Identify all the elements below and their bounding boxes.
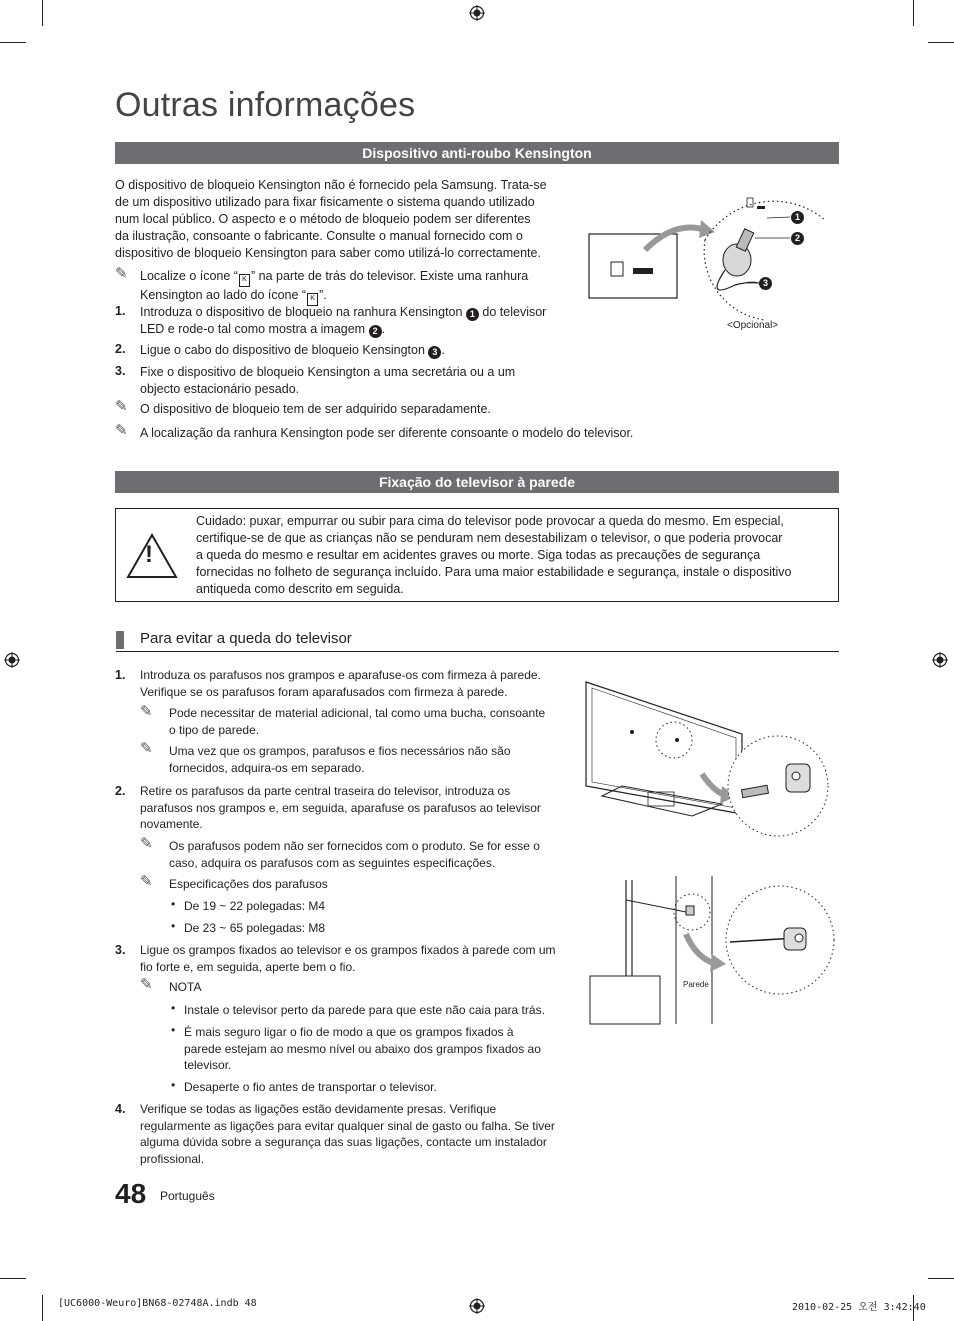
pencil-note-icon: ✎ [140, 703, 153, 720]
step-text: Introduza os parafusos nos grampos e aparafuse-os com firmeza à parede. [140, 668, 541, 682]
pencil-note-icon: ✎ [115, 422, 128, 439]
caution-line: fornecidas no folheto de segurança incluído. Para uma maior estabilidade e segurança, instale o dispositivo [196, 565, 792, 579]
step-text: regularmente as ligações para evitar qualquer sinal de gasto ou falha. Se tiver [140, 1118, 555, 1133]
number-circle-3: 3 [428, 346, 441, 359]
step-text: Verifique se todas as ligações estão devidamente presas. Verifique [140, 1102, 497, 1116]
crop-mark [928, 42, 954, 43]
wall-step-4 [140, 1101, 555, 1167]
step-text: Fixe o dispositivo de bloqueio Kensington a uma secretária ou a um [140, 365, 516, 379]
intro-line: dispositivo de bloqueio Kensington para saber como utilizá-lo correctamente. [115, 246, 541, 260]
step-number: 3. [115, 943, 126, 957]
kensington-lock-icon: K [307, 293, 318, 306]
step-number: 3. [115, 364, 126, 378]
step-text: Ligue os grampos fixados ao televisor e os grampos fixados à parede com um [140, 943, 556, 957]
note-text: fornecidos, adquira-os em separado. [169, 760, 365, 775]
caution-line: : puxar, empurrar ou subir para cima do televisor pode provocar a queda do mesmo. Em especial, [242, 514, 784, 528]
number-circle-3: 3 [759, 277, 772, 290]
section-header-kensington: Dispositivo anti-roubo Kensington [115, 142, 839, 164]
subsection-header [116, 630, 839, 652]
bullet: • [171, 897, 176, 911]
caution-line: a queda do mesmo e resultar em acidentes graves ou morte. Siga todas as precauções de segurança [196, 548, 761, 562]
pencil-note-icon: ✎ [115, 265, 128, 282]
step-number: 2. [115, 784, 126, 798]
page-title: Outras informações [115, 86, 416, 124]
step-text: novamente. [140, 817, 203, 832]
note-slot-location: A localização da ranhura Kensington pode ser diferente consoante o modelo do televisor. [140, 426, 634, 440]
note-text: Os parafusos podem não ser fornecidos com o produto. Se for esse o [169, 839, 540, 853]
step-text: alguma dúvida sobre a segurança das suas ligações, contacte um instalador [140, 1135, 547, 1150]
wall-step-1-note-2 [169, 743, 511, 776]
wall-step-2-note-1 [169, 838, 540, 871]
caution-label: Cuidado [196, 514, 243, 528]
step-1-text [140, 304, 546, 338]
registration-mark-icon [469, 1298, 485, 1314]
footer-date: 2010-02-25 오전 3:42:40 [792, 1302, 926, 1313]
intro-line: num local público. O aspecto e o método de bloqueio podem ser diferentes [115, 212, 531, 226]
note-text: o tipo de parede. [169, 722, 260, 737]
step-number: 2. [115, 342, 126, 356]
wall-bracket-illustration [586, 872, 838, 1028]
tv-back-bracket-illustration [582, 674, 838, 838]
nota-label: NOTA [169, 980, 202, 994]
step-text: Retire os parafusos da parte central traseira do televisor, introduza os [140, 784, 511, 798]
figure-caption: <Opcional> [727, 320, 779, 331]
note-locate-icon [140, 268, 528, 306]
kensington-lock-icon: K [239, 274, 250, 287]
caution-text [196, 513, 792, 598]
bullet: • [171, 1078, 176, 1092]
note-text: parede estejam ao mesmo nível ou abaixo dos grampos fixados ao [184, 1041, 541, 1056]
caution-box [115, 508, 839, 602]
note-separate-purchase: O dispositivo de bloqueio tem de ser adquirido separadamente. [140, 402, 491, 416]
bullet: • [171, 919, 176, 933]
warning-exclamation: ! [145, 541, 153, 568]
crop-mark [913, 0, 914, 26]
kensington-lock-illustration [585, 180, 835, 340]
wall-step-2 [140, 783, 541, 833]
wall-step-1 [140, 667, 541, 700]
page-language: Português [160, 1189, 215, 1203]
note-text: Localize o ícone “ [140, 269, 238, 283]
wall-step-2-note-2: Especificações dos parafusos [169, 877, 328, 891]
note-text: caso, adquira os parafusos com as seguintes especificações. [169, 855, 496, 870]
step-text: . [381, 322, 386, 336]
intro-line: da ilustração, consoante o fabricante. Consulte o manual fornecido com o [115, 229, 523, 243]
footer-file: [UC6000-Weuro]BN68-02748A.indb 48 [58, 1298, 257, 1309]
bullet: • [171, 1001, 176, 1015]
number-circle-2: 2 [791, 232, 804, 245]
step-text: parafusos nos grampos e, em seguida, aparafuse os parafusos ao televisor [140, 800, 541, 815]
nota-item-2 [184, 1024, 541, 1074]
step-text: Introduza o dispositivo de bloqueio na ranhura Kensington [140, 305, 463, 319]
step-text: . [441, 343, 445, 357]
registration-mark-icon [469, 5, 485, 21]
note-text: Kensington ao lado do ícone “ [140, 288, 307, 302]
page-number: 48 [115, 1178, 147, 1209]
step-text: fio forte e, em seguida, aperte bem o fio. [140, 959, 356, 974]
step-text: Verifique se os parafusos foram aparafusados com firmeza à parede. [140, 684, 508, 699]
note-text: ”. [319, 288, 327, 302]
pencil-note-icon: ✎ [140, 873, 153, 890]
step-number: 1. [115, 668, 126, 682]
note-text: Uma vez que os grampos, parafusos e fios necessários não são [169, 744, 511, 758]
pencil-note-icon: ✎ [140, 740, 153, 757]
step-number: 1. [115, 304, 126, 318]
screw-spec-1: De 19 ~ 22 polegadas: M4 [184, 899, 326, 913]
bullet: • [171, 1023, 176, 1037]
note-text: ” na parte de trás do televisor. Existe uma ranhura [250, 269, 529, 283]
wall-label: Parede [683, 980, 709, 989]
step-2-text [140, 342, 445, 359]
crop-mark [928, 1278, 954, 1279]
step-number: 4. [115, 1102, 126, 1116]
subsection-title: Para evitar a queda do televisor [140, 630, 352, 647]
kensington-intro [115, 177, 547, 262]
note-text: Pode necessitar de material adicional, tal como uma bucha, consoante [169, 706, 546, 720]
crop-mark [0, 1278, 26, 1279]
intro-line: de um dispositivo utilizado para fixar fisicamente o sistema quando utilizado [115, 195, 535, 209]
step-3-text [140, 364, 515, 398]
section-header-wall-mount: Fixação do televisor à parede [115, 471, 839, 493]
crop-mark [42, 1295, 43, 1321]
step-text: Ligue o cabo do dispositivo de bloqueio Kensington [140, 343, 425, 357]
note-text: É mais seguro ligar o fio de modo a que os grampos fixados à [184, 1025, 514, 1039]
caution-line: certifique-se de que as crianças não se penduram nem desestabilizam o televisor, o que poderia provocar [196, 531, 783, 545]
crop-mark [42, 0, 43, 26]
caution-line: antiqueda como descrito em seguida. [196, 582, 404, 596]
nota-item-3: Desaperte o fio antes de transportar o televisor. [184, 1080, 437, 1094]
number-circle-2: 2 [369, 325, 382, 338]
intro-line: O dispositivo de bloqueio Kensington não é fornecido pela Samsung. Trata-se [115, 178, 547, 192]
pencil-note-icon: ✎ [140, 976, 153, 993]
number-circle-1: 1 [791, 211, 804, 224]
subsection-marker [116, 631, 124, 649]
step-text: profissional. [140, 1151, 205, 1166]
wall-step-3 [140, 942, 556, 975]
pencil-note-icon: ✎ [115, 398, 128, 415]
pencil-note-icon: ✎ [140, 835, 153, 852]
step-text: do televisor [482, 305, 547, 319]
registration-mark-icon [4, 652, 20, 668]
number-circle-1: 1 [466, 308, 479, 321]
note-text: televisor. [184, 1058, 232, 1073]
step-text: objecto estacionário pesado. [140, 382, 300, 396]
crop-mark [0, 42, 26, 43]
wall-step-1-note-1 [169, 705, 545, 738]
registration-mark-icon [932, 652, 948, 668]
nota-item-1: Instale o televisor perto da parede para que este não caia para trás. [184, 1003, 545, 1017]
step-text: LED e rode-o tal como mostra a imagem [140, 322, 366, 336]
screw-spec-2: De 23 ~ 65 polegadas: M8 [184, 921, 326, 935]
